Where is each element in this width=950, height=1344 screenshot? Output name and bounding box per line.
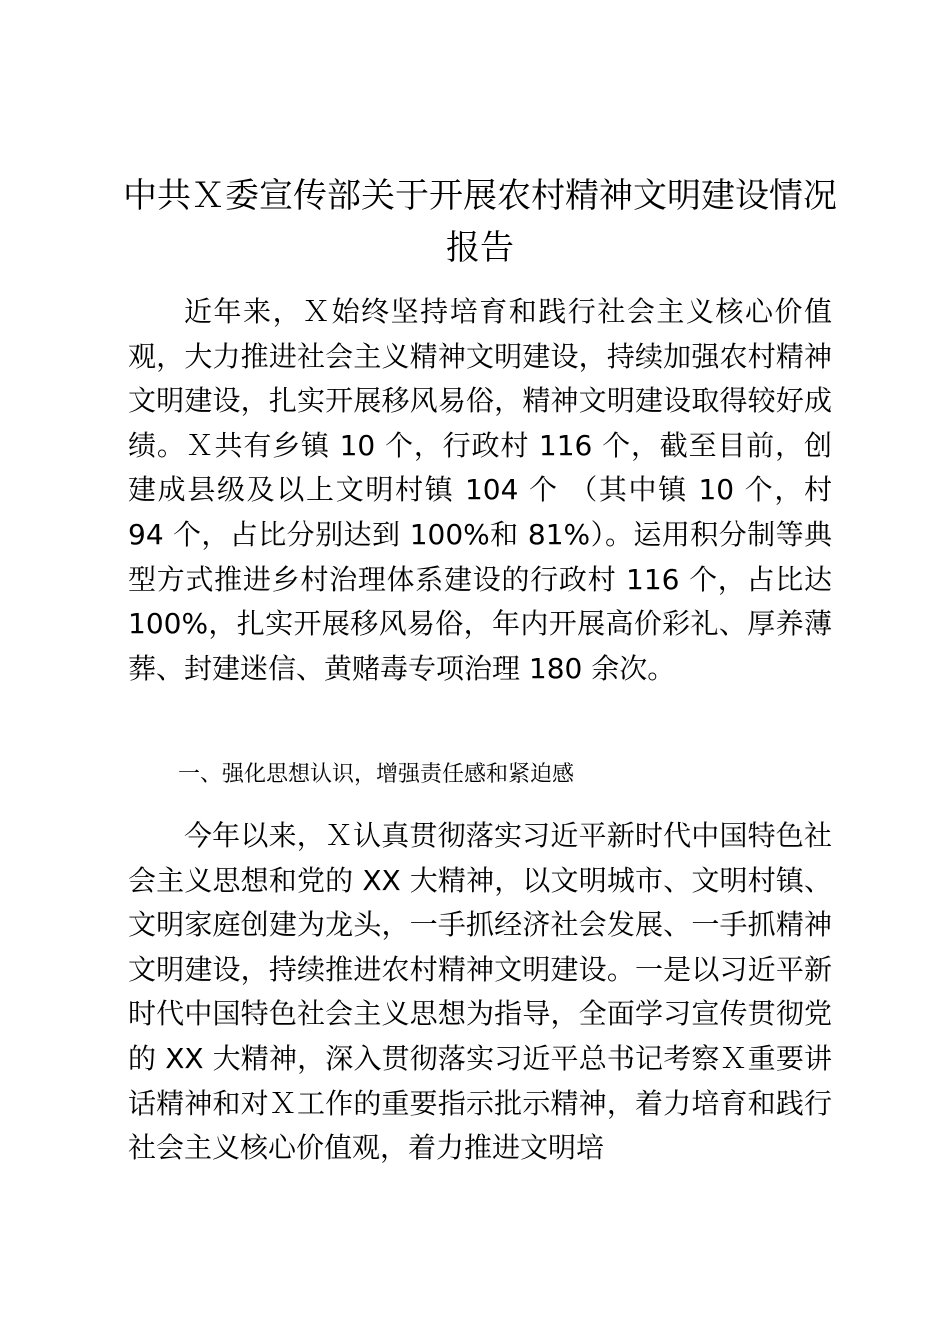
intro-paragraph: 近年来，Ｘ始终坚持培育和践行社会主义核心价值观，大力推进社会主义精神文明建设，持续加强农村精神文明建设，扎实开展移风易俗，精神文明建设取得较好成绩。Ｘ共有乡镇 10 个，行政村 116 个，截至目前，创建成县级及以上文明村镇 104 个 （其中镇 10 个，村 94 个，占比分别达到 100%和 81%）。运用积分制等典型方式推进乡村治理体系建设的行政村 116 个，占比达 100%，扎实开展移风易俗，年内开展高价彩礼、厚养薄葬、封建迷信、黄赌毒专项治理 180 余次。: [128, 295, 832, 685]
section-paragraph: 今年以来，Ｘ认真贯彻落实习近平新时代中国特色社会主义思想和党的 XX 大精神，以文明城市、文明村镇、文明家庭创建为龙头，一手抓经济社会发展、一手抓精神文明建设，持续推进农村精神文明建设。一是以习近平新时代中国特色社会主义思想为指导，全面学习宣传贯彻党的 XX 大精神，深入贯彻落实习近平总书记考察Ｘ重要讲话精神和对Ｘ工作的重要指示批示精神，着力培育和践行社会主义核心价值观，着力推进文明培: [128, 819, 832, 1165]
document-title: 中共Ｘ委宣传部关于开展农村精神文明建设情况报告: [123, 176, 837, 268]
section-heading: 一、强化思想认识，增强责任感和紧迫感: [178, 762, 575, 787]
